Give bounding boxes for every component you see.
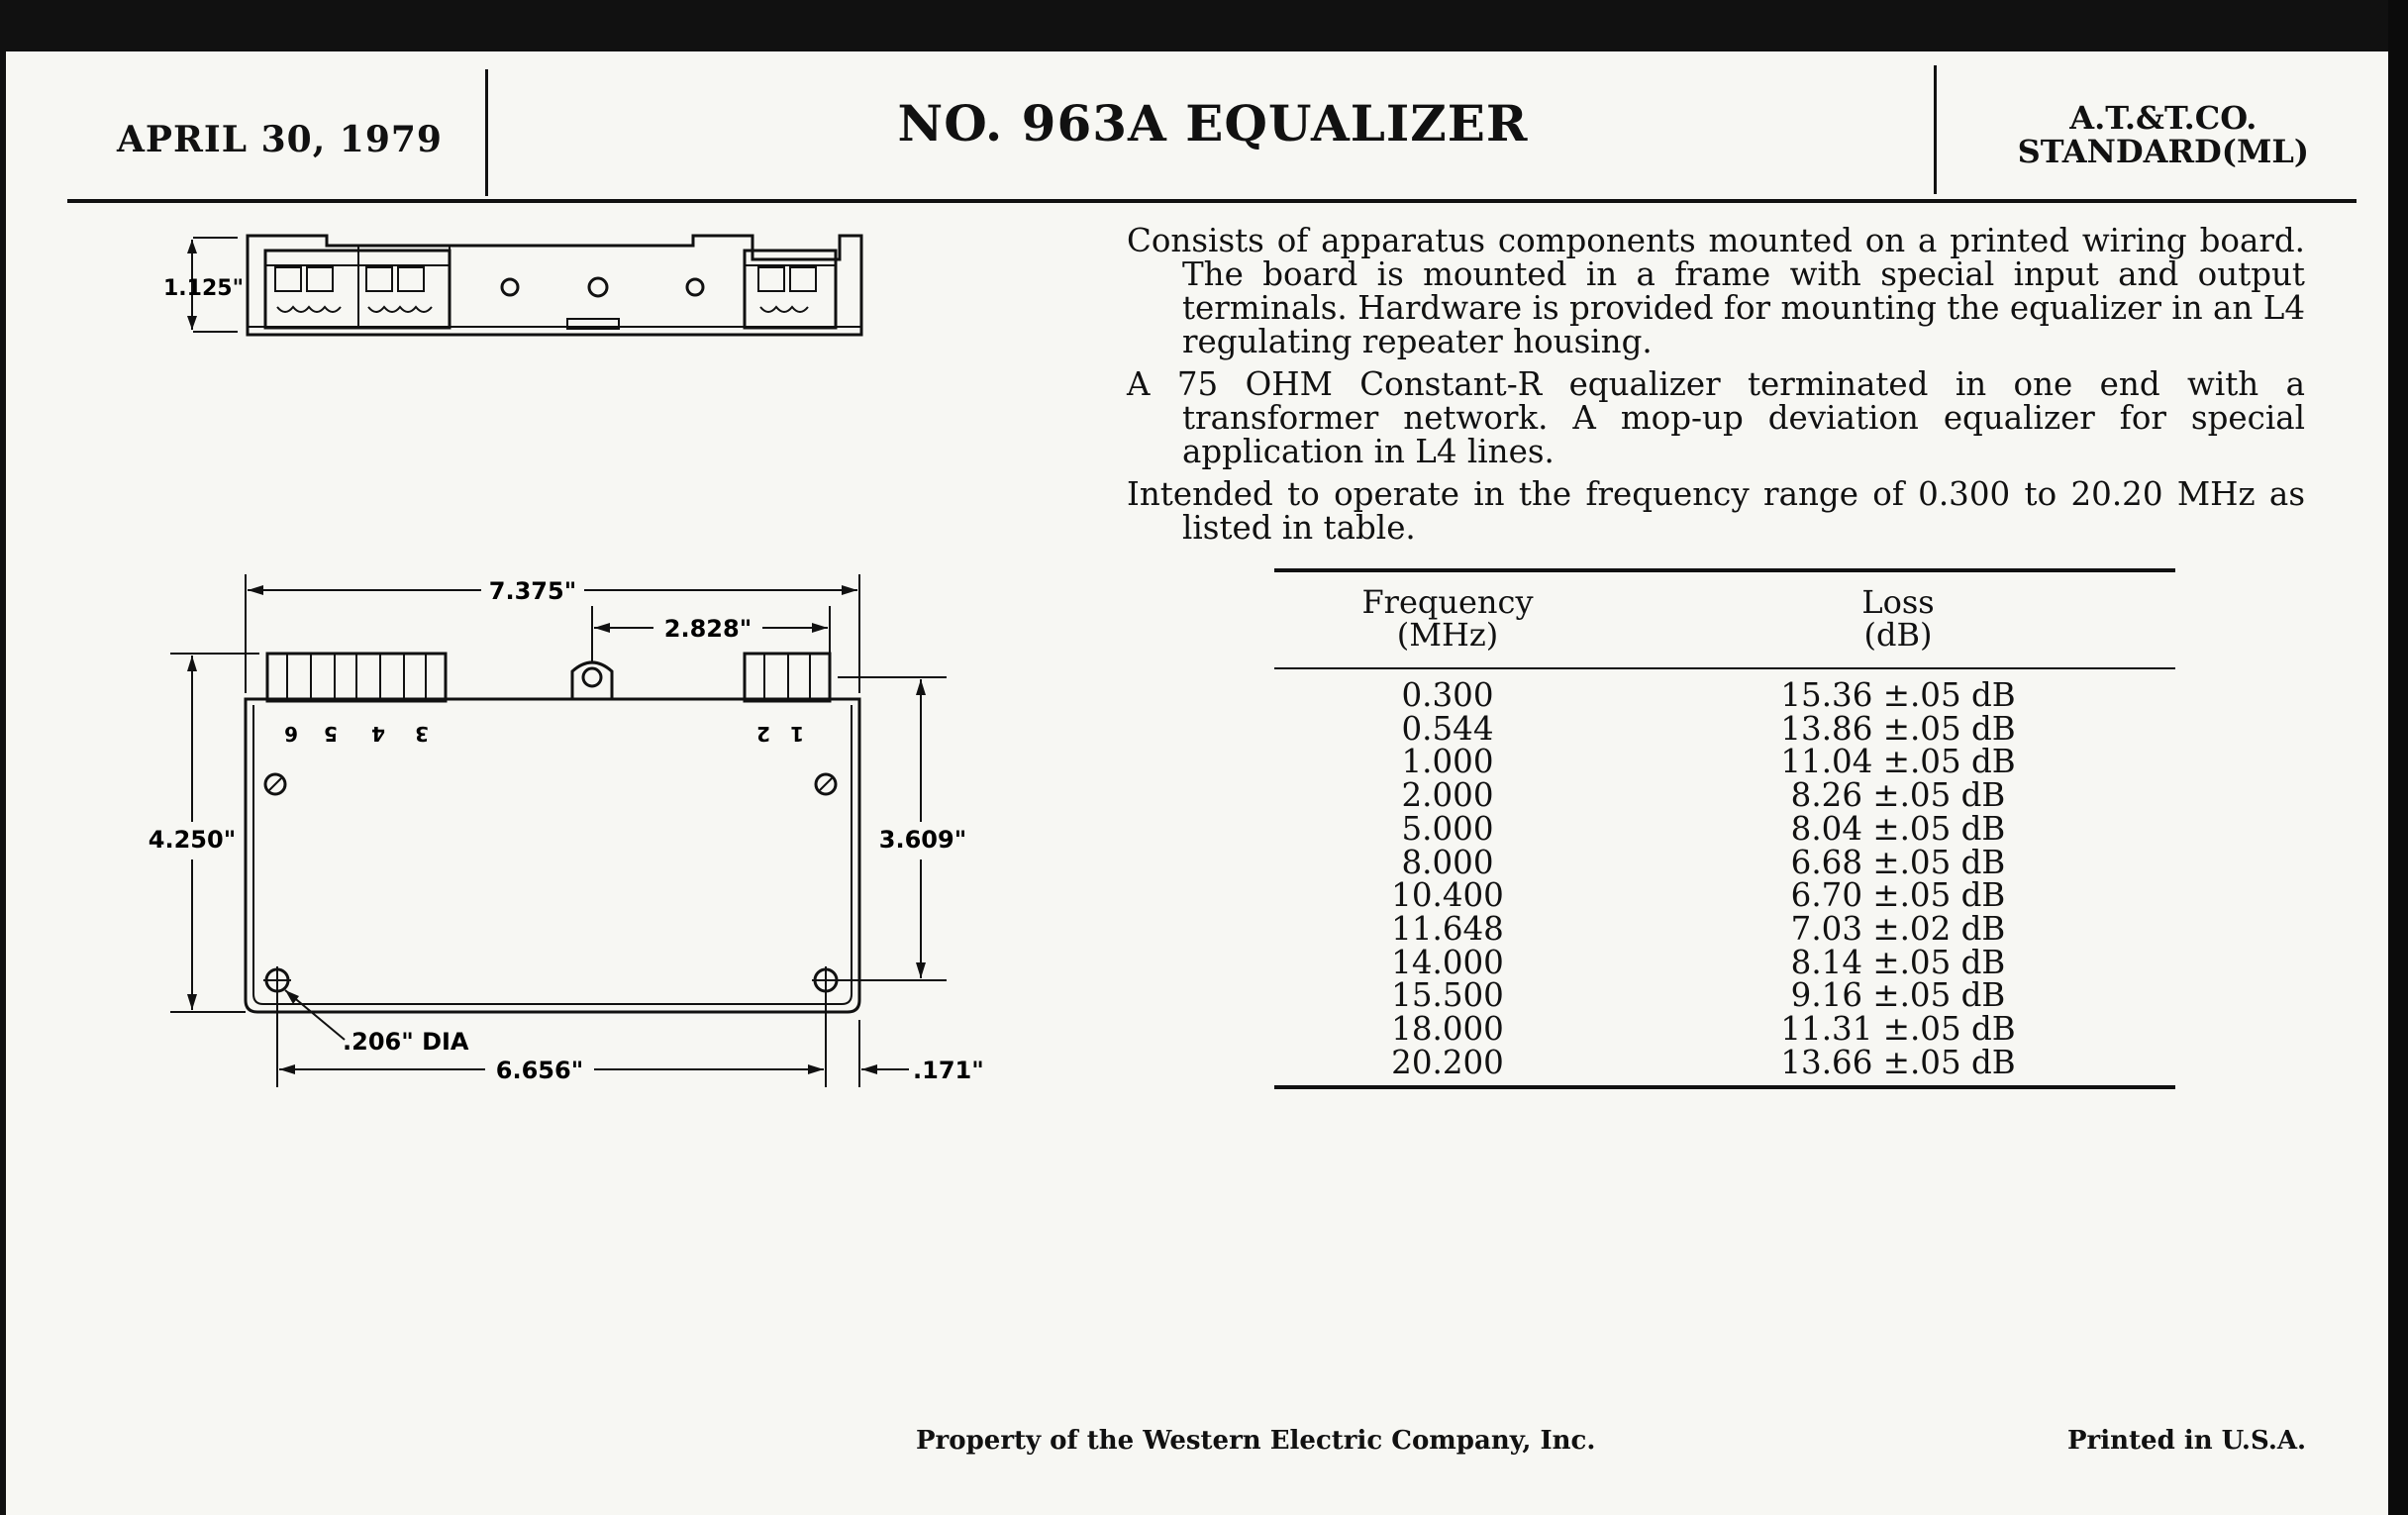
overall-width-label: 7.375"	[488, 577, 577, 605]
table-row: 18.000 11.31 ±.05 dB	[1391, 1010, 2016, 1049]
table-row: 10.400 6.70 ±.05 dB	[1391, 876, 2006, 915]
terminal-1-label: 1	[790, 722, 804, 746]
scan-edge	[2388, 0, 2408, 1515]
table-row: 14.000 8.14 ±.05 dB	[1391, 943, 2006, 981]
terminal-6-label: 6	[284, 722, 298, 746]
header-divider-right	[1934, 65, 1937, 194]
overall-height-label: 4.250"	[148, 826, 237, 854]
frequency-header: Frequency (MHz)	[1361, 583, 1534, 654]
table-row: 8.000 6.68 ±.05 dB	[1401, 843, 2006, 881]
footer-property: Property of the Western Electric Company, Inc.	[916, 1426, 1596, 1456]
side-height-label: 1.125"	[163, 276, 245, 301]
hole-spacing-h-label: 6.656"	[495, 1057, 584, 1084]
issue-date: APRIL 30, 1979	[117, 119, 443, 160]
table-row: 15.500 9.16 ±.05 dB	[1391, 976, 2006, 1015]
terminal-numbers	[284, 722, 804, 746]
standard-label	[2018, 101, 2309, 168]
page-title: NO. 963A EQUALIZER	[897, 94, 1529, 152]
standard-company: A.T.&T.CO.	[2069, 99, 2258, 137]
table-row: 5.000 8.04 ±.05 dB	[1401, 809, 2006, 848]
table-row: 11.648 7.03 ±.02 dB	[1391, 909, 2006, 948]
table-header	[1274, 572, 2175, 667]
description	[1127, 224, 2305, 554]
edge-offset-label: .171"	[913, 1057, 984, 1084]
footer-printed: Printed in U.S.A.	[2067, 1426, 2307, 1456]
loss-table	[1274, 568, 2175, 1089]
table-body	[1274, 669, 2175, 1085]
table-bottom-rule	[1274, 1085, 2175, 1089]
table-row: 1.000 11.04 ±.05 dB	[1401, 743, 2016, 781]
terminal-3-label: 3	[415, 722, 429, 746]
terminal-2-label: 2	[756, 722, 770, 746]
standard-type: STANDARD(ML)	[2017, 133, 2309, 170]
side-view	[192, 236, 861, 335]
description-para-3: Intended to operate in the frequency range of 0.300 to 20.20 MHz as listed in table.	[1127, 475, 2305, 547]
plan-view	[246, 654, 859, 1040]
terminal-offset-label: 2.828"	[663, 615, 752, 643]
description-para-1: Consists of apparatus components mounted on a printed wiring board. The board is mounted in a frame with special input and output terminals. Hardware is provided for mounting the equalizer in an L4 regulating repeater housing.	[1127, 222, 2305, 360]
loss-header: Loss (dB)	[1861, 583, 1935, 654]
table-row: 20.200 13.66 ±.05 dB	[1391, 1043, 2016, 1081]
description-para-2: A 75 OHM Constant-R equalizer terminated in one end with a transformer network. A mop-up deviation equalizer for special application in L4 lines.	[1127, 365, 2305, 470]
equalizer-drawing	[0, 0, 1089, 1139]
table-row: 0.544 13.86 ±.05 dB	[1401, 709, 2016, 748]
terminal-5-label: 5	[324, 722, 338, 746]
dimension-lines	[170, 574, 947, 1087]
dimension-arrows	[187, 240, 926, 1074]
terminal-4-label: 4	[371, 722, 385, 746]
hole-dia-label: .206" DIA	[343, 1028, 469, 1056]
table-row: 0.300 15.36 ±.05 dB	[1401, 676, 2016, 714]
hole-spacing-v-label: 3.609"	[878, 826, 967, 854]
table-row: 2.000 8.26 ±.05 dB	[1401, 776, 2006, 815]
